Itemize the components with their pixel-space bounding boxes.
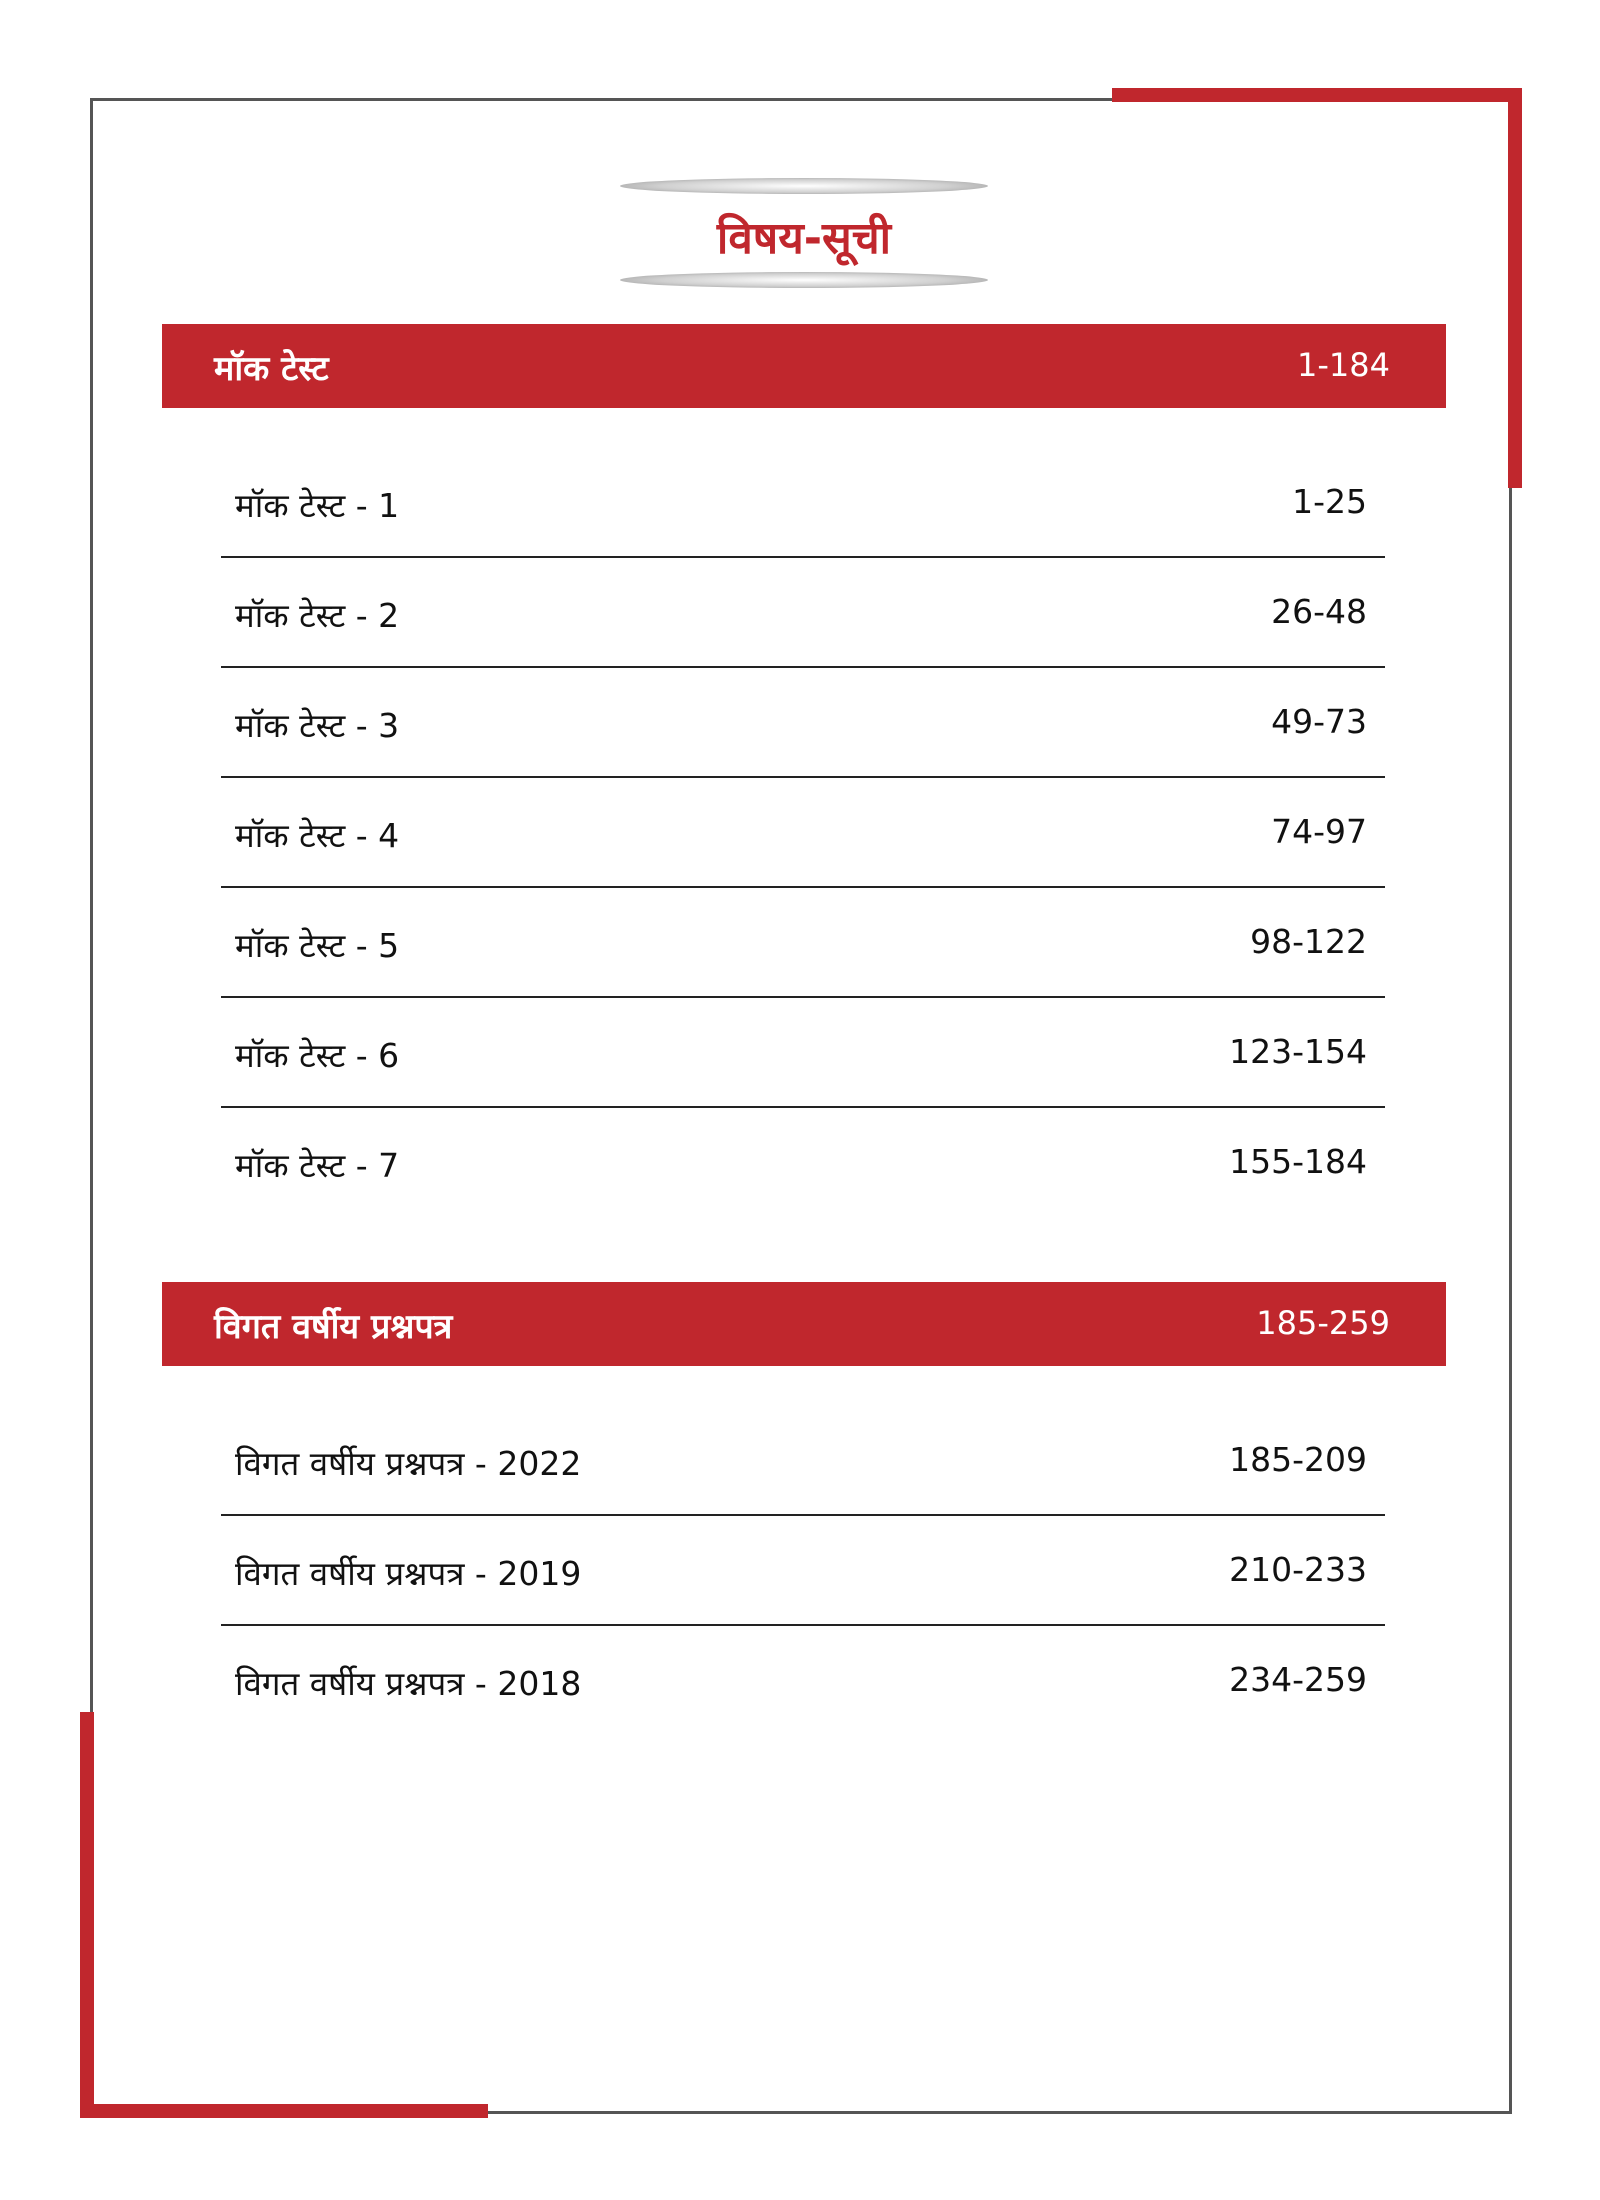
toc-entry-pages: 155-184 <box>1229 1142 1367 1181</box>
toc-entry-label: मॉक टेस्ट - 6 <box>235 1036 400 1075</box>
toc-entry[interactable] <box>221 1108 1385 1218</box>
section-page-range: 1-184 <box>1297 346 1390 384</box>
toc-entry-pages: 26-48 <box>1271 592 1367 631</box>
section-header-previous-papers[interactable] <box>162 1282 1446 1366</box>
toc-entry[interactable] <box>221 1516 1385 1626</box>
toc-entry-pages: 185-209 <box>1229 1440 1367 1479</box>
corner-accent-bottom-left <box>80 2104 488 2118</box>
toc-entry-label: विगत वर्षीय प्रश्नपत्र - 2022 <box>235 1444 582 1483</box>
toc-entry-pages: 74-97 <box>1271 812 1367 851</box>
toc-entry-label: विगत वर्षीय प्रश्नपत्र - 2018 <box>235 1664 582 1703</box>
toc-entry-label: मॉक टेस्ट - 4 <box>235 816 400 855</box>
section-page-range: 185-259 <box>1256 1304 1390 1342</box>
toc-entry[interactable] <box>221 1626 1385 1736</box>
toc-entry[interactable] <box>221 448 1385 558</box>
toc-entry-pages: 49-73 <box>1271 702 1367 741</box>
toc-entry-pages: 98-122 <box>1250 922 1367 961</box>
toc-entry-label: मॉक टेस्ट - 3 <box>235 706 400 745</box>
toc-entry[interactable] <box>221 998 1385 1108</box>
corner-accent-right-edge <box>1508 88 1522 488</box>
toc-entry-pages: 234-259 <box>1229 1660 1367 1699</box>
toc-list-previous-papers <box>221 1406 1385 1736</box>
toc-entry-label: मॉक टेस्ट - 2 <box>235 596 400 635</box>
heading-bar-bottom <box>620 272 988 288</box>
toc-entry[interactable] <box>221 558 1385 668</box>
corner-accent-left-edge <box>80 1712 94 2118</box>
toc-list-mock-test <box>221 448 1385 1218</box>
toc-entry-label: मॉक टेस्ट - 5 <box>235 926 400 965</box>
section-header-mock-test[interactable] <box>162 324 1446 408</box>
heading-banner <box>620 178 988 288</box>
toc-entry-pages: 1-25 <box>1292 482 1367 521</box>
toc-entry[interactable] <box>221 888 1385 998</box>
page-title: विषय-सूची <box>716 213 892 264</box>
section-title: विगत वर्षीय प्रश्नपत्र <box>214 1307 453 1347</box>
toc-entry-pages: 123-154 <box>1229 1032 1367 1071</box>
toc-entry[interactable] <box>221 668 1385 778</box>
toc-entry-pages: 210-233 <box>1229 1550 1367 1589</box>
corner-accent-top-right <box>1112 88 1522 102</box>
toc-entry-label: विगत वर्षीय प्रश्नपत्र - 2019 <box>235 1554 582 1593</box>
toc-entry-label: मॉक टेस्ट - 7 <box>235 1146 400 1185</box>
toc-entry[interactable] <box>221 1406 1385 1516</box>
toc-entry[interactable] <box>221 778 1385 888</box>
section-title: मॉक टेस्ट <box>214 349 329 389</box>
toc-entry-label: मॉक टेस्ट - 1 <box>235 486 400 525</box>
heading-bar-top <box>620 178 988 194</box>
